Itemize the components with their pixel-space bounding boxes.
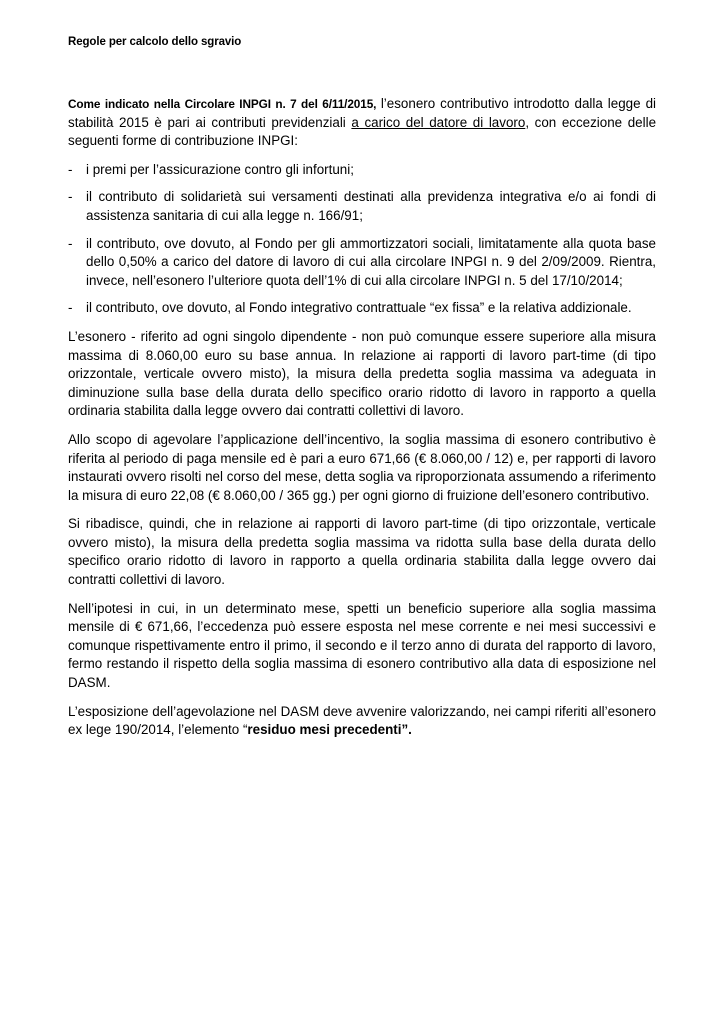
dasm-text: L’esposizione dell’agevolazione nel DASM deve avvenire valorizzando, nei campi riferiti all’esonero ex lege 190/2014, l’elemento “ <box>68 703 656 738</box>
list-item <box>68 299 656 318</box>
page-header: Regole per calcolo dello sgravio <box>68 36 242 48</box>
paragraph-excess: Nell’ipotesi in cui, in un determinato mese, spetti un beneficio superiore alla soglia massima mensile di € 671,66, l’eccedenza può essere esposta nel mese corrente e nei mesi successivi e comunque rispettivamente entro il primo, il secondo e il terzo anno di durata del rapporto di lavoro, fermo restando il rispetto della soglia massima di esonero contributivo alla data di esposizione nel DASM. <box>68 600 656 691</box>
intro-paragraph <box>68 95 656 151</box>
paragraph-part-time: Si ribadisce, quindi, che in relazione ai rapporti di lavoro part-time (di tipo orizzontale, verticale ovvero misto), la misura della predetta soglia massima va ridotta sulla base della durata dello specifico orario ridotto di lavoro in rapporto a quella ordinaria stabilita dalla legge ovvero dai contratti collettivi di lavoro. <box>68 516 656 588</box>
dash-bullet: - <box>68 235 73 251</box>
intro-text-end: , con eccezione delle seguenti forme di contribuzione INPGI: <box>68 114 657 149</box>
document-body <box>68 95 656 750</box>
list-item <box>68 235 656 291</box>
dash-bullet: - <box>68 161 73 177</box>
exceptions-list <box>68 161 656 318</box>
dash-bullet: - <box>68 300 73 316</box>
list-item <box>68 188 656 225</box>
list-item-text: il contributo, ove dovuto, al Fondo per gli ammortizzatori sociali, limitatamente alla quota base dello 0,50% a carico del datore di lavoro di cui alla circolare INPGI n. 9 del 2/09/2009. Rientra, invece, nell’esonero l’ulteriore quota dell’1% di cui alla circolare INPGI n. 5 del 17/10/2014; <box>86 235 656 288</box>
list-item-text: i premi per l’assicurazione contro gli infortuni; <box>86 161 354 177</box>
list-item-text: il contributo, ove dovuto, al Fondo integrativo contrattuale “ex fissa” e la relativa addizionale. <box>86 300 632 316</box>
dash-bullet: - <box>68 189 73 205</box>
paragraph-dasm <box>68 703 656 740</box>
paragraph-limit: L’esonero - riferito ad ogni singolo dipendente - non può comunque essere superiore alla misura massima di 8.060,00 euro su base annua. In relazione ai rapporti di lavoro part-time (di tipo orizzontale, verticale ovvero misto), la misura della predetta soglia massima va adeguata in diminuzione sulla base della durata dello specifico orario ridotto di lavoro in rapporto a quella ordinaria stabilita dalla legge ovvero dai contratti collettivi di lavoro. <box>68 328 656 419</box>
paragraph-monthly-threshold: Allo scopo di agevolare l’applicazione dell’incentivo, la soglia massima di esonero contributivo è riferita al periodo di paga mensile ed è pari a euro 671,66 (€ 8.060,00 / 12) e, per rapporti di lavoro instaurati ovvero risolti nel corso del mese, detta soglia va riproporzionata assumendo a riferimento la misura di euro 22,08 (€ 8.060,00 / 365 gg.) per ogni giorno di fruizione dell’esonero contributivo. <box>68 431 656 503</box>
list-item-text: il contributo di solidarietà sui versamenti destinati alla previdenza integrativa e/o ai fondi di assistenza sanitaria di cui alla legge n. 166/91; <box>86 189 656 223</box>
intro-lead: Come indicato nella Circolare INPGI n. 7 del 6/11/2015, <box>68 97 381 111</box>
intro-text: l’esonero contributivo introdotto dalla legge di stabilità 2015 è pari ai contributi previdenziali <box>68 96 656 130</box>
dasm-element-name: residuo mesi precedenti”. <box>247 722 412 738</box>
intro-underlined: a carico del datore di lavoro <box>351 114 526 130</box>
list-item <box>68 161 656 180</box>
